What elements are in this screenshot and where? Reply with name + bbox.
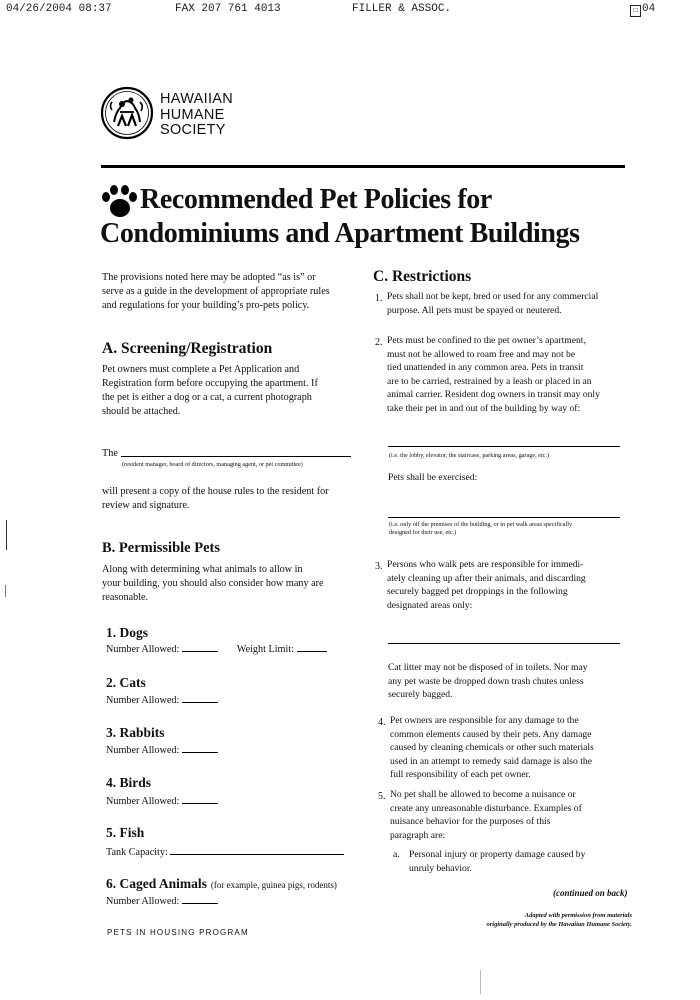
cat-litter-text — [388, 661, 633, 702]
credit-note — [487, 911, 632, 929]
scan-artifact — [6, 520, 7, 550]
item-1-line: purpose. All pets must be spayed or neutered. — [387, 304, 562, 316]
logo-line-2: HUMANE — [160, 106, 225, 123]
section-b-line: reasonable. — [102, 592, 149, 603]
fish-heading: 5. Fish — [106, 825, 145, 840]
logo-text — [160, 92, 233, 139]
cat-litter-line: securely bagged. — [388, 689, 453, 700]
item-4-line: common elements caused by their pets. Any damage — [390, 728, 592, 740]
intro-line: and regulations for your building’s pro-pets policy. — [102, 300, 310, 311]
item-5a-letter: a. — [393, 849, 400, 860]
fax-number: FAX 207 761 4013 — [175, 3, 281, 15]
intro-line: serve as a guide in the development of appropriate rules — [102, 286, 330, 297]
rabbits-number-blank[interactable] — [182, 742, 218, 753]
section-c-heading: C. Restrictions — [373, 268, 472, 285]
rabbits-number-row — [106, 742, 218, 758]
section-b-line: Along with determining what animals to allow in — [102, 564, 303, 575]
birds-number-label: Number Allowed: — [106, 796, 180, 807]
cats-number-blank[interactable] — [182, 692, 218, 703]
item-5-line: nuisance behavior for the purposes of this — [390, 816, 551, 827]
header-rule — [101, 165, 625, 168]
item-4-line: caused by cleaning chemicals or other such materials — [390, 742, 594, 753]
responsible-party-caption: (resident manager, board of directors, managing agent, or pet committee) — [122, 461, 303, 468]
item-1-number: 1. — [375, 293, 383, 304]
fax-sender: FILLER & ASSOC. — [352, 3, 452, 15]
section-a-line: the pet is either a dog or a cat, a current photograph — [102, 392, 312, 403]
item-5-line: No pet shall be allowed to become a nuisance or — [390, 789, 576, 800]
item-3-line: designated areas only: — [387, 599, 473, 611]
dogs-weight-blank[interactable] — [297, 641, 327, 652]
title-line-1: Recommended Pet Policies for — [140, 184, 492, 215]
item-5-number: 5. — [378, 791, 386, 802]
scan-artifact — [5, 585, 6, 597]
caged-note: (for example, guinea pigs, rodents) — [210, 880, 337, 890]
the-label: The — [102, 448, 118, 459]
dropping-areas-blank[interactable] — [388, 643, 620, 644]
item-2-line: tied unattended in any common area. Pets in transit — [387, 362, 584, 373]
dogs-heading: 1. Dogs — [106, 625, 149, 640]
item-4-line: Pet owners are responsible for any damage to the — [390, 715, 579, 726]
paw-print-icon — [98, 184, 138, 220]
caged-number-row — [106, 893, 218, 909]
item-5a-line: Personal injury or property damage caused by — [409, 849, 586, 860]
section-a-line: should be attached. — [102, 406, 181, 417]
section-a-after-line: will present a copy of the house rules to the resident for — [102, 486, 329, 497]
section-a-after-line: review and signature. — [102, 500, 190, 511]
item-2-line: must not be allowed to roam free and may not be — [387, 348, 576, 360]
cats-number-label: Number Allowed: — [106, 695, 180, 706]
item-5-line: paragraph are: — [390, 829, 446, 841]
section-b-line: your building, you should also consider how many are — [102, 578, 324, 589]
item-5-line: create any unreasonable disturbance. Examples of — [390, 802, 582, 814]
item-2-line: are to be carried, restrained by a leash or placed in an — [387, 375, 592, 387]
section-b-paragraph — [102, 563, 362, 605]
fish-capacity-row — [106, 844, 344, 860]
dogs-number-label: Number Allowed: — [106, 644, 180, 655]
fax-page-icon: ☐ — [630, 5, 641, 17]
exercise-caption-line: designed for their use, etc.) — [389, 529, 457, 536]
item-4-line: full responsibility of each pet owner. — [390, 769, 531, 780]
dogs-weight-label: Weight Limit: — [236, 644, 294, 655]
credit-line: originally produced by the Hawaiian Humane Society. — [486, 921, 632, 928]
caged-number-label: Number Allowed: — [106, 896, 180, 907]
scan-artifact — [480, 970, 481, 994]
item-3-line: securely bagged pet droppings in the following — [387, 586, 568, 597]
section-a-paragraph — [102, 363, 362, 419]
logo-line-3: SOCIETY — [160, 122, 226, 138]
intro-line: The provisions noted here may be adopted “as is” or — [102, 272, 316, 283]
fax-datetime: 04/26/2004 08:37 — [6, 3, 112, 15]
responsible-party-blank[interactable] — [121, 456, 351, 457]
birds-heading: 4. Birds — [106, 775, 152, 790]
cat-litter-line: any pet waste be dropped down trash chutes unless — [388, 675, 584, 687]
section-a-after — [102, 485, 362, 513]
cat-litter-line: Cat litter may not be disposed of in toilets. Nor may — [388, 662, 588, 673]
rabbits-heading: 3. Rabbits — [106, 725, 165, 740]
transit-route-caption: (i.e. the lobby, elevator, the staircase, parking areas, garage, etc.) — [389, 452, 549, 459]
intro-paragraph — [102, 271, 362, 313]
footer-program-name: PETS IN HOUSING PROGRAM — [107, 928, 249, 937]
fish-capacity-blank[interactable] — [170, 844, 344, 855]
birds-number-row — [106, 793, 218, 809]
item-2-line: take their pet in and out of the building by way of: — [387, 402, 581, 414]
dogs-number-blank[interactable] — [182, 641, 218, 652]
humane-society-logo-icon — [100, 82, 156, 144]
item-3-line: Persons who walk pets are responsible for immedi- — [387, 559, 584, 570]
item-3-line: ately cleaning up after their animals, and discarding — [387, 572, 586, 584]
fax-page-number: 04 — [642, 3, 656, 15]
item-3-text — [387, 558, 632, 612]
section-a-heading: A. Screening/Registration — [102, 340, 273, 357]
cats-heading: 2. Cats — [106, 675, 146, 690]
credit-line: Adapted with permission from materials — [524, 912, 632, 919]
item-2-text — [387, 334, 632, 415]
title-line-2: Condominiums and Apartment Buildings — [100, 218, 580, 249]
item-5-text — [390, 788, 635, 842]
item-4-number: 4. — [378, 717, 386, 728]
caged-heading-row — [106, 875, 337, 893]
section-a-line: Registration form before occupying the apartment. If — [102, 378, 318, 389]
transit-route-blank[interactable] — [388, 446, 620, 447]
item-1-text — [387, 290, 632, 317]
item-1-line: Pets shall not be kept, bred or used for any commercial — [387, 291, 599, 302]
exercise-caption-line: (i.e. only off the premises of the building, or in pet walk areas specifically — [389, 521, 573, 528]
caged-number-blank[interactable] — [182, 893, 218, 904]
exercise-area-caption — [389, 521, 572, 537]
logo-line-1: HAWAIIAN — [160, 91, 234, 107]
section-b-heading: B. Permissible Pets — [102, 540, 220, 556]
continued-note: (continued on back) — [553, 888, 628, 898]
item-2-number: 2. — [375, 337, 383, 348]
exercise-area-blank[interactable] — [388, 517, 620, 518]
item-5a-line: unruly behavior. — [409, 862, 472, 874]
item-2-line: Pets must be confined to the pet owner’s apartment, — [387, 335, 586, 346]
caged-heading: 6. Caged Animals — [106, 876, 207, 891]
rabbits-number-label: Number Allowed: — [106, 745, 180, 756]
item-5a-text — [409, 848, 634, 875]
dogs-number-row — [106, 641, 327, 657]
item-4-line: used in an attempt to remedy said damage is also the — [390, 755, 592, 767]
item-2-line: animal carrier. Resident dog owners in transit may only — [387, 389, 600, 400]
item-4-text — [390, 714, 635, 782]
item-3-number: 3. — [375, 561, 383, 572]
fax-page — [630, 3, 655, 17]
exercised-label: Pets shall be exercised: — [388, 472, 478, 483]
fish-capacity-label: Tank Capacity: — [106, 847, 168, 858]
section-a-line: Pet owners must complete a Pet Application and — [102, 364, 300, 375]
birds-number-blank[interactable] — [182, 793, 218, 804]
cats-number-row — [106, 692, 218, 708]
